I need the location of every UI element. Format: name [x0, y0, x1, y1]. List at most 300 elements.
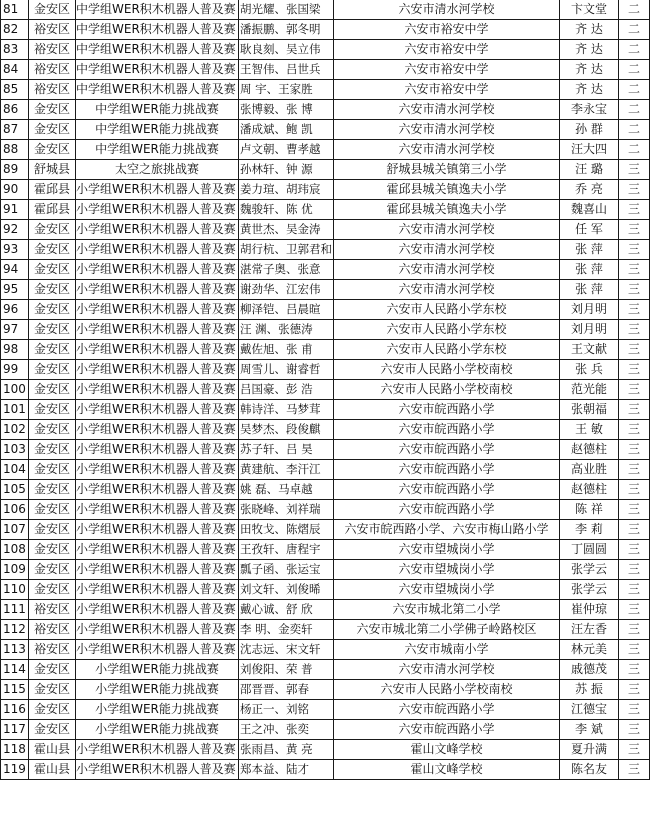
student-names-cell: 韩诗洋、马梦茸 [239, 400, 334, 420]
prize-level-cell: 二 [619, 40, 650, 60]
row-number: 96 [1, 300, 29, 320]
district-cell: 金安区 [29, 300, 76, 320]
category-cell: 小学组WER积木机器人普及赛 [76, 240, 239, 260]
table-row [1, 580, 650, 600]
school-cell: 六安市清水河学校 [334, 220, 560, 240]
coach-cell: 李永宝 [560, 100, 619, 120]
district-cell: 金安区 [29, 340, 76, 360]
category-cell: 小学组WER能力挑战赛 [76, 720, 239, 740]
school-cell: 六安市清水河学校 [334, 240, 560, 260]
prize-level-cell: 三 [619, 160, 650, 180]
school-cell: 六安市人民路小学校南校 [334, 680, 560, 700]
category-cell: 小学组WER积木机器人普及赛 [76, 260, 239, 280]
category-cell: 中学组WER积木机器人普及赛 [76, 80, 239, 100]
row-number: 89 [1, 160, 29, 180]
row-number: 105 [1, 480, 29, 500]
category-cell: 小学组WER积木机器人普及赛 [76, 480, 239, 500]
table-row [1, 280, 650, 300]
school-cell: 六安市皖西路小学 [334, 720, 560, 740]
category-cell: 小学组WER积木机器人普及赛 [76, 500, 239, 520]
student-names-cell: 魏骏轩、陈 优 [239, 200, 334, 220]
prize-level-cell: 三 [619, 200, 650, 220]
prize-level-cell: 三 [619, 660, 650, 680]
row-number: 108 [1, 540, 29, 560]
category-cell: 小学组WER积木机器人普及赛 [76, 440, 239, 460]
prize-level-cell: 三 [619, 720, 650, 740]
school-cell: 六安市皖西路小学、六安市梅山路小学 [334, 520, 560, 540]
sheet-bottom-edge [0, 812, 651, 821]
category-cell: 小学组WER积木机器人普及赛 [76, 360, 239, 380]
coach-cell: 张 萍 [560, 240, 619, 260]
student-names-cell: 孙林轩、钟 源 [239, 160, 334, 180]
student-names-cell: 湛常子奥、张意 [239, 260, 334, 280]
table-row [1, 360, 650, 380]
student-names-cell: 黄建航、李汗江 [239, 460, 334, 480]
table-row [1, 460, 650, 480]
school-cell: 六安市清水河学校 [334, 280, 560, 300]
table-row [1, 100, 650, 120]
coach-cell: 夏升满 [560, 740, 619, 760]
district-cell: 金安区 [29, 240, 76, 260]
coach-cell: 齐 达 [560, 40, 619, 60]
school-cell: 六安市清水河学校 [334, 140, 560, 160]
coach-cell: 张朝福 [560, 400, 619, 420]
table-row [1, 620, 650, 640]
category-cell: 小学组WER积木机器人普及赛 [76, 300, 239, 320]
district-cell: 金安区 [29, 120, 76, 140]
category-cell: 小学组WER积木机器人普及赛 [76, 560, 239, 580]
table-row [1, 120, 650, 140]
student-names-cell: 杨正一、刘铭 [239, 700, 334, 720]
category-cell: 中学组WER积木机器人普及赛 [76, 60, 239, 80]
category-cell: 中学组WER能力挑战赛 [76, 120, 239, 140]
prize-level-cell: 三 [619, 300, 650, 320]
coach-cell: 李 莉 [560, 520, 619, 540]
coach-cell: 王 敏 [560, 420, 619, 440]
school-cell: 六安市清水河学校 [334, 100, 560, 120]
table-row [1, 520, 650, 540]
category-cell: 小学组WER积木机器人普及赛 [76, 200, 239, 220]
table-row [1, 440, 650, 460]
school-cell: 六安市人民路小学东校 [334, 320, 560, 340]
district-cell: 裕安区 [29, 60, 76, 80]
district-cell: 金安区 [29, 560, 76, 580]
district-cell: 金安区 [29, 520, 76, 540]
student-names-cell: 李 明、金奕轩 [239, 620, 334, 640]
row-number: 90 [1, 180, 29, 200]
student-names-cell: 姜力瑄、胡玮宸 [239, 180, 334, 200]
table-row [1, 540, 650, 560]
prize-level-cell: 二 [619, 0, 650, 20]
category-cell: 小学组WER积木机器人普及赛 [76, 640, 239, 660]
row-number: 110 [1, 580, 29, 600]
row-number: 100 [1, 380, 29, 400]
row-number: 104 [1, 460, 29, 480]
student-names-cell: 姚 磊、马卓越 [239, 480, 334, 500]
category-cell: 小学组WER积木机器人普及赛 [76, 420, 239, 440]
school-cell: 六安市人民路小学东校 [334, 300, 560, 320]
student-names-cell: 张博毅、张 博 [239, 100, 334, 120]
prize-level-cell: 三 [619, 540, 650, 560]
district-cell: 金安区 [29, 260, 76, 280]
district-cell: 裕安区 [29, 40, 76, 60]
category-cell: 小学组WER积木机器人普及赛 [76, 180, 239, 200]
table-row [1, 560, 650, 580]
table-row [1, 640, 650, 660]
school-cell: 六安市皖西路小学 [334, 460, 560, 480]
row-number: 119 [1, 760, 29, 780]
row-number: 99 [1, 360, 29, 380]
student-names-cell: 苏子轩、吕 昊 [239, 440, 334, 460]
prize-level-cell: 三 [619, 560, 650, 580]
school-cell: 霍邱县城关镇逸夫小学 [334, 200, 560, 220]
district-cell: 金安区 [29, 440, 76, 460]
row-number: 97 [1, 320, 29, 340]
district-cell: 金安区 [29, 680, 76, 700]
prize-level-cell: 二 [619, 140, 650, 160]
coach-cell: 高业胜 [560, 460, 619, 480]
category-cell: 小学组WER积木机器人普及赛 [76, 220, 239, 240]
prize-level-cell: 三 [619, 180, 650, 200]
coach-cell: 林元美 [560, 640, 619, 660]
prize-level-cell: 二 [619, 120, 650, 140]
prize-level-cell: 三 [619, 640, 650, 660]
prize-level-cell: 三 [619, 260, 650, 280]
table-row [1, 760, 650, 780]
row-number: 88 [1, 140, 29, 160]
school-cell: 霍山文峰学校 [334, 740, 560, 760]
student-names-cell: 邵晋晋、郭春 [239, 680, 334, 700]
school-cell: 六安市望城岗小学 [334, 580, 560, 600]
prize-level-cell: 三 [619, 220, 650, 240]
school-cell: 舒城县城关镇第三小学 [334, 160, 560, 180]
row-number: 113 [1, 640, 29, 660]
coach-cell: 刘月明 [560, 300, 619, 320]
student-names-cell: 王孜轩、唐程宇 [239, 540, 334, 560]
district-cell: 金安区 [29, 700, 76, 720]
student-names-cell: 王智伟、吕世兵 [239, 60, 334, 80]
student-names-cell: 沈志远、宋文轩 [239, 640, 334, 660]
category-cell: 小学组WER能力挑战赛 [76, 660, 239, 680]
prize-level-cell: 二 [619, 80, 650, 100]
school-cell: 六安市裕安中学 [334, 80, 560, 100]
school-cell: 霍邱县城关镇逸夫小学 [334, 180, 560, 200]
table-row [1, 380, 650, 400]
category-cell: 中学组WER积木机器人普及赛 [76, 0, 239, 20]
district-cell: 裕安区 [29, 600, 76, 620]
coach-cell: 齐 达 [560, 80, 619, 100]
coach-cell: 赵德柱 [560, 440, 619, 460]
prize-level-cell: 二 [619, 20, 650, 40]
district-cell: 霍邱县 [29, 180, 76, 200]
category-cell: 小学组WER积木机器人普及赛 [76, 280, 239, 300]
row-number: 85 [1, 80, 29, 100]
prize-level-cell: 三 [619, 760, 650, 780]
student-names-cell: 刘文轩、刘俊晞 [239, 580, 334, 600]
prize-level-cell: 三 [619, 380, 650, 400]
coach-cell: 张 兵 [560, 360, 619, 380]
school-cell: 六安市城北第二小学佛子岭路校区 [334, 620, 560, 640]
row-number: 116 [1, 700, 29, 720]
coach-cell: 齐 达 [560, 20, 619, 40]
prize-level-cell: 三 [619, 700, 650, 720]
category-cell: 小学组WER积木机器人普及赛 [76, 520, 239, 540]
table-row [1, 260, 650, 280]
prize-level-cell: 三 [619, 320, 650, 340]
table-row [1, 0, 650, 20]
student-names-cell: 谢劲华、江宏伟 [239, 280, 334, 300]
row-number: 117 [1, 720, 29, 740]
school-cell: 六安市人民路小学东校 [334, 340, 560, 360]
school-cell: 六安市人民路小学校南校 [334, 360, 560, 380]
table-row [1, 40, 650, 60]
table-row [1, 20, 650, 40]
coach-cell: 孙 群 [560, 120, 619, 140]
prize-level-cell: 三 [619, 460, 650, 480]
district-cell: 金安区 [29, 500, 76, 520]
table-row [1, 700, 650, 720]
district-cell: 霍邱县 [29, 200, 76, 220]
table-row [1, 720, 650, 740]
coach-cell: 张 萍 [560, 280, 619, 300]
district-cell: 金安区 [29, 400, 76, 420]
school-cell: 六安市裕安中学 [334, 40, 560, 60]
prize-level-cell: 三 [619, 280, 650, 300]
coach-cell: 戚德茂 [560, 660, 619, 680]
prize-level-cell: 三 [619, 360, 650, 380]
school-cell: 六安市清水河学校 [334, 120, 560, 140]
coach-cell: 张学云 [560, 580, 619, 600]
district-cell: 金安区 [29, 360, 76, 380]
row-number: 111 [1, 600, 29, 620]
district-cell: 金安区 [29, 540, 76, 560]
prize-level-cell: 三 [619, 600, 650, 620]
student-names-cell: 吴梦杰、段俊麒 [239, 420, 334, 440]
student-names-cell: 戴心诚、舒 欣 [239, 600, 334, 620]
coach-cell: 魏喜山 [560, 200, 619, 220]
coach-cell: 任 军 [560, 220, 619, 240]
row-number: 112 [1, 620, 29, 640]
table-row [1, 740, 650, 760]
district-cell: 金安区 [29, 220, 76, 240]
coach-cell: 汪 璐 [560, 160, 619, 180]
district-cell: 霍山县 [29, 760, 76, 780]
school-cell: 六安市城北第二小学 [334, 600, 560, 620]
school-cell: 六安市皖西路小学 [334, 420, 560, 440]
school-cell: 六安市望城岗小学 [334, 540, 560, 560]
district-cell: 金安区 [29, 460, 76, 480]
student-names-cell: 田牧戈、陈熠辰 [239, 520, 334, 540]
coach-cell: 乔 亮 [560, 180, 619, 200]
category-cell: 小学组WER积木机器人普及赛 [76, 760, 239, 780]
category-cell: 中学组WER积木机器人普及赛 [76, 20, 239, 40]
row-number: 109 [1, 560, 29, 580]
school-cell: 霍山文峰学校 [334, 760, 560, 780]
category-cell: 中学组WER能力挑战赛 [76, 100, 239, 120]
category-cell: 中学组WER积木机器人普及赛 [76, 40, 239, 60]
student-names-cell: 王之冲、张奕 [239, 720, 334, 740]
row-number: 114 [1, 660, 29, 680]
school-cell: 六安市裕安中学 [334, 60, 560, 80]
coach-cell: 王文献 [560, 340, 619, 360]
row-number: 93 [1, 240, 29, 260]
coach-cell: 陈名友 [560, 760, 619, 780]
row-number: 107 [1, 520, 29, 540]
prize-level-cell: 二 [619, 60, 650, 80]
district-cell: 金安区 [29, 720, 76, 740]
table-row [1, 240, 650, 260]
table-row [1, 220, 650, 240]
student-names-cell: 胡行杭、卫郭君和 [239, 240, 334, 260]
coach-cell: 江德宝 [560, 700, 619, 720]
district-cell: 金安区 [29, 140, 76, 160]
table-row [1, 480, 650, 500]
table-row [1, 660, 650, 680]
district-cell: 金安区 [29, 100, 76, 120]
student-names-cell: 黄世杰、吴金涛 [239, 220, 334, 240]
prize-level-cell: 二 [619, 100, 650, 120]
row-number: 98 [1, 340, 29, 360]
student-names-cell: 卢文朝、曹孝越 [239, 140, 334, 160]
district-cell: 金安区 [29, 480, 76, 500]
district-cell: 金安区 [29, 420, 76, 440]
category-cell: 小学组WER积木机器人普及赛 [76, 380, 239, 400]
school-cell: 六安市人民路小学校南校 [334, 380, 560, 400]
school-cell: 六安市皖西路小学 [334, 700, 560, 720]
table-row [1, 60, 650, 80]
coach-cell: 李 斌 [560, 720, 619, 740]
table-row [1, 200, 650, 220]
prize-level-cell: 三 [619, 580, 650, 600]
row-number: 115 [1, 680, 29, 700]
prize-level-cell: 三 [619, 440, 650, 460]
student-names-cell: 郑本益、陆才 [239, 760, 334, 780]
student-names-cell: 张雨昌、黄 亮 [239, 740, 334, 760]
prize-level-cell: 三 [619, 740, 650, 760]
table-row [1, 500, 650, 520]
row-number: 106 [1, 500, 29, 520]
coach-cell: 齐 达 [560, 60, 619, 80]
row-number: 83 [1, 40, 29, 60]
table-row [1, 80, 650, 100]
school-cell: 六安市皖西路小学 [334, 500, 560, 520]
student-names-cell: 瓢子函、张运宝 [239, 560, 334, 580]
coach-cell: 陈 祥 [560, 500, 619, 520]
table-row [1, 140, 650, 160]
school-cell: 六安市皖西路小学 [334, 480, 560, 500]
district-cell: 金安区 [29, 380, 76, 400]
coach-cell: 赵德柱 [560, 480, 619, 500]
prize-level-cell: 三 [619, 400, 650, 420]
category-cell: 小学组WER积木机器人普及赛 [76, 620, 239, 640]
category-cell: 小学组WER积木机器人普及赛 [76, 600, 239, 620]
student-names-cell: 周雪儿、谢睿哲 [239, 360, 334, 380]
district-cell: 裕安区 [29, 620, 76, 640]
coach-cell: 张 萍 [560, 260, 619, 280]
prize-level-cell: 三 [619, 480, 650, 500]
student-names-cell: 胡光耀、张国梁 [239, 0, 334, 20]
row-number: 82 [1, 20, 29, 40]
row-number: 86 [1, 100, 29, 120]
table-row [1, 340, 650, 360]
category-cell: 小学组WER能力挑战赛 [76, 680, 239, 700]
district-cell: 金安区 [29, 0, 76, 20]
table-row [1, 600, 650, 620]
row-number: 84 [1, 60, 29, 80]
category-cell: 小学组WER积木机器人普及赛 [76, 540, 239, 560]
student-names-cell: 潘振鹏、郭冬明 [239, 20, 334, 40]
category-cell: 小学组WER积木机器人普及赛 [76, 580, 239, 600]
row-number: 118 [1, 740, 29, 760]
school-cell: 六安市皖西路小学 [334, 440, 560, 460]
category-cell: 中学组WER能力挑战赛 [76, 140, 239, 160]
prize-level-cell: 三 [619, 240, 650, 260]
category-cell: 小学组WER积木机器人普及赛 [76, 400, 239, 420]
district-cell: 霍山县 [29, 740, 76, 760]
row-number: 103 [1, 440, 29, 460]
table-row [1, 320, 650, 340]
table-row [1, 400, 650, 420]
prize-level-cell: 三 [619, 340, 650, 360]
school-cell: 六安市清水河学校 [334, 0, 560, 20]
coach-cell: 崔仲琼 [560, 600, 619, 620]
prize-level-cell: 三 [619, 420, 650, 440]
district-cell: 裕安区 [29, 80, 76, 100]
row-number: 87 [1, 120, 29, 140]
row-number: 92 [1, 220, 29, 240]
table-row [1, 160, 650, 180]
table-row [1, 680, 650, 700]
category-cell: 太空之旅挑战赛 [76, 160, 239, 180]
category-cell: 小学组WER积木机器人普及赛 [76, 460, 239, 480]
prize-level-cell: 三 [619, 500, 650, 520]
student-names-cell: 汪 渊、张德涛 [239, 320, 334, 340]
student-names-cell: 柳泽铠、吕晨暄 [239, 300, 334, 320]
prize-level-cell: 三 [619, 680, 650, 700]
row-number: 91 [1, 200, 29, 220]
district-cell: 金安区 [29, 660, 76, 680]
coach-cell: 汪大四 [560, 140, 619, 160]
row-number: 95 [1, 280, 29, 300]
row-number: 94 [1, 260, 29, 280]
student-names-cell: 张晓峰、刘祥瑞 [239, 500, 334, 520]
student-names-cell: 潘成斌、鲍 凯 [239, 120, 334, 140]
coach-cell: 丁圆圆 [560, 540, 619, 560]
table-row [1, 420, 650, 440]
coach-cell: 苏 振 [560, 680, 619, 700]
coach-cell: 范光能 [560, 380, 619, 400]
row-number: 102 [1, 420, 29, 440]
coach-cell: 卞文堂 [560, 0, 619, 20]
district-cell: 金安区 [29, 580, 76, 600]
student-names-cell: 刘俊阳、荣 普 [239, 660, 334, 680]
district-cell: 金安区 [29, 320, 76, 340]
district-cell: 舒城县 [29, 160, 76, 180]
prize-level-cell: 三 [619, 620, 650, 640]
district-cell: 裕安区 [29, 640, 76, 660]
school-cell: 六安市城南小学 [334, 640, 560, 660]
category-cell: 小学组WER能力挑战赛 [76, 700, 239, 720]
category-cell: 小学组WER积木机器人普及赛 [76, 340, 239, 360]
student-names-cell: 戴佐旭、张 甫 [239, 340, 334, 360]
coach-cell: 张学云 [560, 560, 619, 580]
student-names-cell: 吕国豪、彭 浩 [239, 380, 334, 400]
prize-level-cell: 三 [619, 520, 650, 540]
school-cell: 六安市望城岗小学 [334, 560, 560, 580]
student-names-cell: 耿良刻、吴立伟 [239, 40, 334, 60]
school-cell: 六安市皖西路小学 [334, 400, 560, 420]
category-cell: 小学组WER积木机器人普及赛 [76, 740, 239, 760]
